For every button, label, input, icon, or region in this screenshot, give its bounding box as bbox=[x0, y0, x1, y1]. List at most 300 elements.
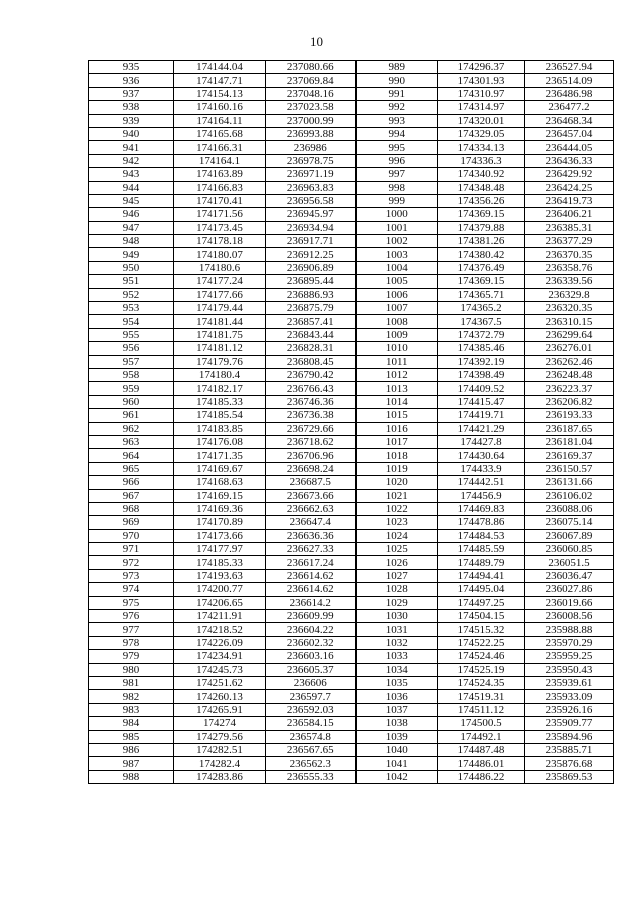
table-cell: 975 bbox=[89, 596, 174, 609]
table-cell: 962 bbox=[89, 422, 174, 435]
table-cell: 236906.89 bbox=[266, 261, 356, 274]
table-row bbox=[89, 636, 614, 649]
table-cell: 998 bbox=[356, 181, 438, 194]
table-cell: 174206.65 bbox=[174, 596, 266, 609]
table-cell: 952 bbox=[89, 288, 174, 301]
table-cell: 236592.03 bbox=[266, 703, 356, 716]
table-cell: 1017 bbox=[356, 435, 438, 448]
table-cell: 236562.3 bbox=[266, 757, 356, 770]
table-cell: 174314.97 bbox=[438, 101, 525, 114]
table-cell: 174181.75 bbox=[174, 328, 266, 341]
table-cell: 236636.36 bbox=[266, 529, 356, 542]
table-cell: 174251.62 bbox=[174, 676, 266, 689]
table-cell: 236627.33 bbox=[266, 543, 356, 556]
table-cell: 236075.14 bbox=[525, 516, 614, 529]
table-cell: 236036.47 bbox=[525, 569, 614, 582]
table-cell: 235876.68 bbox=[525, 757, 614, 770]
table-cell: 236895.44 bbox=[266, 275, 356, 288]
table-cell: 236912.25 bbox=[266, 248, 356, 261]
table-cell: 951 bbox=[89, 275, 174, 288]
table-cell: 1016 bbox=[356, 422, 438, 435]
table-row bbox=[89, 583, 614, 596]
table-cell: 957 bbox=[89, 355, 174, 368]
table-cell: 236419.73 bbox=[525, 194, 614, 207]
table-cell: 174511.12 bbox=[438, 703, 525, 716]
table-cell: 236555.33 bbox=[266, 770, 356, 783]
table-cell: 174367.5 bbox=[438, 315, 525, 328]
table-cell: 174154.13 bbox=[174, 87, 266, 100]
table-cell: 236060.85 bbox=[525, 543, 614, 556]
table-cell: 174369.15 bbox=[438, 275, 525, 288]
table-row bbox=[89, 543, 614, 556]
table-cell: 174427.8 bbox=[438, 435, 525, 448]
table-row bbox=[89, 168, 614, 181]
table-row bbox=[89, 717, 614, 730]
table-cell: 174504.15 bbox=[438, 610, 525, 623]
table-row bbox=[89, 435, 614, 448]
table-cell: 236698.24 bbox=[266, 462, 356, 475]
table-cell: 174524.46 bbox=[438, 650, 525, 663]
table-cell: 174245.73 bbox=[174, 663, 266, 676]
table-cell: 958 bbox=[89, 368, 174, 381]
table-cell: 236843.44 bbox=[266, 328, 356, 341]
table-cell: 174340.92 bbox=[438, 168, 525, 181]
table-row bbox=[89, 328, 614, 341]
table-cell: 960 bbox=[89, 395, 174, 408]
table-cell: 174485.59 bbox=[438, 543, 525, 556]
table-row bbox=[89, 395, 614, 408]
table-cell: 174200.77 bbox=[174, 583, 266, 596]
table-cell: 236614.62 bbox=[266, 569, 356, 582]
table-cell: 174421.29 bbox=[438, 422, 525, 435]
table-cell: 174169.36 bbox=[174, 502, 266, 515]
table-cell: 174487.48 bbox=[438, 743, 525, 756]
table-cell: 235894.96 bbox=[525, 730, 614, 743]
table-cell: 985 bbox=[89, 730, 174, 743]
table-cell: 963 bbox=[89, 435, 174, 448]
table-cell: 992 bbox=[356, 101, 438, 114]
table-cell: 1027 bbox=[356, 569, 438, 582]
table-cell: 970 bbox=[89, 529, 174, 542]
table-row bbox=[89, 275, 614, 288]
table-cell: 1033 bbox=[356, 650, 438, 663]
table-cell: 236187.65 bbox=[525, 422, 614, 435]
table-cell: 235988.88 bbox=[525, 623, 614, 636]
table-row bbox=[89, 610, 614, 623]
table-row bbox=[89, 221, 614, 234]
table-cell: 236444.05 bbox=[525, 141, 614, 154]
table-cell: 1020 bbox=[356, 476, 438, 489]
table-cell: 994 bbox=[356, 127, 438, 140]
table-cell: 236008.56 bbox=[525, 610, 614, 623]
table-cell: 174379.88 bbox=[438, 221, 525, 234]
table-cell: 174160.16 bbox=[174, 101, 266, 114]
table-cell: 236875.79 bbox=[266, 302, 356, 315]
table-row bbox=[89, 422, 614, 435]
table-cell: 980 bbox=[89, 663, 174, 676]
table-cell: 236223.37 bbox=[525, 382, 614, 395]
table-cell: 236617.24 bbox=[266, 556, 356, 569]
table-cell: 954 bbox=[89, 315, 174, 328]
table-cell: 236310.15 bbox=[525, 315, 614, 328]
table-cell: 937 bbox=[89, 87, 174, 100]
table-cell: 236429.92 bbox=[525, 168, 614, 181]
table-row bbox=[89, 516, 614, 529]
table-cell: 174265.91 bbox=[174, 703, 266, 716]
table-cell: 236945.97 bbox=[266, 208, 356, 221]
table-cell: 174173.66 bbox=[174, 529, 266, 542]
table-cell: 1005 bbox=[356, 275, 438, 288]
table-cell: 978 bbox=[89, 636, 174, 649]
table-cell: 174163.89 bbox=[174, 168, 266, 181]
table-cell: 1031 bbox=[356, 623, 438, 636]
table-cell: 236956.58 bbox=[266, 194, 356, 207]
table-cell: 236857.41 bbox=[266, 315, 356, 328]
table-cell: 993 bbox=[356, 114, 438, 127]
table-row bbox=[89, 663, 614, 676]
table-cell: 236370.35 bbox=[525, 248, 614, 261]
table-cell: 236276.01 bbox=[525, 342, 614, 355]
table-cell: 1029 bbox=[356, 596, 438, 609]
table-cell: 236436.33 bbox=[525, 154, 614, 167]
table-cell: 174500.5 bbox=[438, 717, 525, 730]
table-cell: 174486.22 bbox=[438, 770, 525, 783]
table-cell: 987 bbox=[89, 757, 174, 770]
table-cell: 174211.91 bbox=[174, 610, 266, 623]
table-cell: 174524.35 bbox=[438, 676, 525, 689]
table-cell: 944 bbox=[89, 181, 174, 194]
table-cell: 174495.04 bbox=[438, 583, 525, 596]
table-cell: 237023.58 bbox=[266, 101, 356, 114]
table-cell: 1024 bbox=[356, 529, 438, 542]
table-cell: 1010 bbox=[356, 342, 438, 355]
table-cell: 950 bbox=[89, 261, 174, 274]
table-cell: 996 bbox=[356, 154, 438, 167]
table-cell: 1036 bbox=[356, 690, 438, 703]
table-cell: 236662.63 bbox=[266, 502, 356, 515]
table-row bbox=[89, 382, 614, 395]
table-cell: 981 bbox=[89, 676, 174, 689]
table-cell: 235926.16 bbox=[525, 703, 614, 716]
table-row bbox=[89, 730, 614, 743]
table-cell: 1022 bbox=[356, 502, 438, 515]
table-cell: 174484.53 bbox=[438, 529, 525, 542]
table-cell: 174193.63 bbox=[174, 569, 266, 582]
table-row bbox=[89, 248, 614, 261]
table-row bbox=[89, 690, 614, 703]
table-cell: 235933.09 bbox=[525, 690, 614, 703]
table-cell: 174180.4 bbox=[174, 368, 266, 381]
table-cell: 174301.93 bbox=[438, 74, 525, 87]
table-cell: 1000 bbox=[356, 208, 438, 221]
table-row bbox=[89, 181, 614, 194]
table-row bbox=[89, 476, 614, 489]
table-row bbox=[89, 261, 614, 274]
table-cell: 235909.77 bbox=[525, 717, 614, 730]
table-cell: 961 bbox=[89, 409, 174, 422]
table-cell: 1039 bbox=[356, 730, 438, 743]
table-row bbox=[89, 489, 614, 502]
table-cell: 174489.79 bbox=[438, 556, 525, 569]
table-cell: 174334.13 bbox=[438, 141, 525, 154]
table-row bbox=[89, 355, 614, 368]
table-cell: 1012 bbox=[356, 368, 438, 381]
table-cell: 956 bbox=[89, 342, 174, 355]
table-cell: 174336.3 bbox=[438, 154, 525, 167]
table-cell: 1025 bbox=[356, 543, 438, 556]
table-cell: 1003 bbox=[356, 248, 438, 261]
table-cell: 236181.04 bbox=[525, 435, 614, 448]
table-cell: 174369.15 bbox=[438, 208, 525, 221]
table-cell: 174365.71 bbox=[438, 288, 525, 301]
table-cell: 1007 bbox=[356, 302, 438, 315]
table-cell: 1002 bbox=[356, 235, 438, 248]
table-cell: 174177.66 bbox=[174, 288, 266, 301]
table-cell: 236424.25 bbox=[525, 181, 614, 194]
table-cell: 236606 bbox=[266, 676, 356, 689]
table-cell: 947 bbox=[89, 221, 174, 234]
table-cell: 174171.56 bbox=[174, 208, 266, 221]
table-cell: 236934.94 bbox=[266, 221, 356, 234]
table-row bbox=[89, 61, 614, 74]
table-row bbox=[89, 127, 614, 140]
table-row bbox=[89, 141, 614, 154]
table-cell: 1004 bbox=[356, 261, 438, 274]
coordinates-table bbox=[88, 60, 614, 784]
table-cell: 1008 bbox=[356, 315, 438, 328]
table-cell: 1015 bbox=[356, 409, 438, 422]
table-cell: 1018 bbox=[356, 449, 438, 462]
table-cell: 236790.42 bbox=[266, 368, 356, 381]
table-cell: 986 bbox=[89, 743, 174, 756]
page-number: 10 bbox=[310, 34, 323, 49]
table-cell: 236614.62 bbox=[266, 583, 356, 596]
table-cell: 969 bbox=[89, 516, 174, 529]
table-cell: 236647.4 bbox=[266, 516, 356, 529]
table-row bbox=[89, 770, 614, 783]
table-row bbox=[89, 676, 614, 689]
table-cell: 174356.26 bbox=[438, 194, 525, 207]
table-row bbox=[89, 462, 614, 475]
table-cell: 174415.47 bbox=[438, 395, 525, 408]
table-cell: 174226.09 bbox=[174, 636, 266, 649]
table-cell: 236673.66 bbox=[266, 489, 356, 502]
table-cell: 236027.86 bbox=[525, 583, 614, 596]
table-cell: 174169.67 bbox=[174, 462, 266, 475]
table-cell: 939 bbox=[89, 114, 174, 127]
table-row bbox=[89, 757, 614, 770]
table-row bbox=[89, 650, 614, 663]
table-cell: 174176.08 bbox=[174, 435, 266, 448]
table-cell: 174380.42 bbox=[438, 248, 525, 261]
table-cell: 1040 bbox=[356, 743, 438, 756]
table-cell: 236584.15 bbox=[266, 717, 356, 730]
table-cell: 236603.16 bbox=[266, 650, 356, 663]
table-cell: 174419.71 bbox=[438, 409, 525, 422]
table-row bbox=[89, 449, 614, 462]
table-cell: 236206.82 bbox=[525, 395, 614, 408]
table-row bbox=[89, 703, 614, 716]
table-cell: 174180.07 bbox=[174, 248, 266, 261]
table-cell: 174234.91 bbox=[174, 650, 266, 663]
table-cell: 1006 bbox=[356, 288, 438, 301]
table-cell: 940 bbox=[89, 127, 174, 140]
table-cell: 236377.29 bbox=[525, 235, 614, 248]
table-cell: 236609.99 bbox=[266, 610, 356, 623]
table-cell: 990 bbox=[356, 74, 438, 87]
table-row bbox=[89, 154, 614, 167]
table-cell: 174218.52 bbox=[174, 623, 266, 636]
table-cell: 174164.1 bbox=[174, 154, 266, 167]
table-cell: 1009 bbox=[356, 328, 438, 341]
table-cell: 236766.43 bbox=[266, 382, 356, 395]
table-cell: 236457.04 bbox=[525, 127, 614, 140]
table-cell: 236605.37 bbox=[266, 663, 356, 676]
table-cell: 999 bbox=[356, 194, 438, 207]
table-cell: 174433.9 bbox=[438, 462, 525, 475]
table-cell: 174164.11 bbox=[174, 114, 266, 127]
table-row bbox=[89, 194, 614, 207]
table-cell: 236986 bbox=[266, 141, 356, 154]
table-cell: 236514.09 bbox=[525, 74, 614, 87]
table-cell: 938 bbox=[89, 101, 174, 114]
table-cell: 174170.89 bbox=[174, 516, 266, 529]
table-cell: 174478.86 bbox=[438, 516, 525, 529]
table-cell: 174185.33 bbox=[174, 395, 266, 408]
table-cell: 174179.44 bbox=[174, 302, 266, 315]
table-cell: 953 bbox=[89, 302, 174, 315]
table-cell: 174180.6 bbox=[174, 261, 266, 274]
table-cell: 235959.25 bbox=[525, 650, 614, 663]
table-row bbox=[89, 235, 614, 248]
table-row bbox=[89, 409, 614, 422]
table-cell: 967 bbox=[89, 489, 174, 502]
table-cell: 1014 bbox=[356, 395, 438, 408]
table-cell: 236567.65 bbox=[266, 743, 356, 756]
table-cell: 174515.32 bbox=[438, 623, 525, 636]
table-cell: 1028 bbox=[356, 583, 438, 596]
table-cell: 1038 bbox=[356, 717, 438, 730]
table-cell: 236358.76 bbox=[525, 261, 614, 274]
table-cell: 968 bbox=[89, 502, 174, 515]
table-cell: 235970.29 bbox=[525, 636, 614, 649]
table-cell: 1026 bbox=[356, 556, 438, 569]
table-cell: 236106.02 bbox=[525, 489, 614, 502]
table-cell: 237048.16 bbox=[266, 87, 356, 100]
table-cell: 174181.12 bbox=[174, 342, 266, 355]
table-cell: 949 bbox=[89, 248, 174, 261]
table-cell: 236597.7 bbox=[266, 690, 356, 703]
table-cell: 174185.33 bbox=[174, 556, 266, 569]
table-cell: 964 bbox=[89, 449, 174, 462]
table-cell: 236527.94 bbox=[525, 61, 614, 74]
table-cell: 236963.83 bbox=[266, 181, 356, 194]
table-cell: 174296.37 bbox=[438, 61, 525, 74]
table-cell: 236019.66 bbox=[525, 596, 614, 609]
table-cell: 984 bbox=[89, 717, 174, 730]
table-cell: 174171.35 bbox=[174, 449, 266, 462]
table-row bbox=[89, 114, 614, 127]
table-cell: 235869.53 bbox=[525, 770, 614, 783]
table-cell: 988 bbox=[89, 770, 174, 783]
table-cell: 936 bbox=[89, 74, 174, 87]
table-row bbox=[89, 87, 614, 100]
table-cell: 955 bbox=[89, 328, 174, 341]
table-cell: 236729.66 bbox=[266, 422, 356, 435]
table-cell: 235885.71 bbox=[525, 743, 614, 756]
table-cell: 174486.01 bbox=[438, 757, 525, 770]
table-cell: 174166.83 bbox=[174, 181, 266, 194]
table-cell: 174282.51 bbox=[174, 743, 266, 756]
table-cell: 236299.64 bbox=[525, 328, 614, 341]
table-cell: 1013 bbox=[356, 382, 438, 395]
table-cell: 979 bbox=[89, 650, 174, 663]
table-cell: 1001 bbox=[356, 221, 438, 234]
table-cell: 174279.56 bbox=[174, 730, 266, 743]
table-cell: 174348.48 bbox=[438, 181, 525, 194]
table-cell: 959 bbox=[89, 382, 174, 395]
table-cell: 236917.71 bbox=[266, 235, 356, 248]
table-cell: 174169.15 bbox=[174, 489, 266, 502]
table-cell: 1023 bbox=[356, 516, 438, 529]
table-cell: 1021 bbox=[356, 489, 438, 502]
table-cell: 236736.38 bbox=[266, 409, 356, 422]
table-cell: 236406.21 bbox=[525, 208, 614, 221]
table-cell: 236706.96 bbox=[266, 449, 356, 462]
table-row bbox=[89, 208, 614, 221]
table-cell: 237080.66 bbox=[266, 61, 356, 74]
table-cell: 174170.41 bbox=[174, 194, 266, 207]
table-cell: 236687.5 bbox=[266, 476, 356, 489]
table-cell: 174185.54 bbox=[174, 409, 266, 422]
table-cell: 972 bbox=[89, 556, 174, 569]
table-cell: 1011 bbox=[356, 355, 438, 368]
table-cell: 174522.25 bbox=[438, 636, 525, 649]
table-cell: 174177.24 bbox=[174, 275, 266, 288]
table-cell: 174179.76 bbox=[174, 355, 266, 368]
table-row bbox=[89, 74, 614, 87]
table-cell: 236602.32 bbox=[266, 636, 356, 649]
table-cell: 174469.83 bbox=[438, 502, 525, 515]
table-cell: 174409.52 bbox=[438, 382, 525, 395]
table-cell: 942 bbox=[89, 154, 174, 167]
table-cell: 174177.97 bbox=[174, 543, 266, 556]
table-cell: 174147.71 bbox=[174, 74, 266, 87]
table-cell: 236150.57 bbox=[525, 462, 614, 475]
table-cell: 174144.04 bbox=[174, 61, 266, 74]
table-cell: 974 bbox=[89, 583, 174, 596]
table-cell: 174385.46 bbox=[438, 342, 525, 355]
table-cell: 236385.31 bbox=[525, 221, 614, 234]
table-cell: 174525.19 bbox=[438, 663, 525, 676]
table-row bbox=[89, 315, 614, 328]
table-cell: 174310.97 bbox=[438, 87, 525, 100]
table-cell: 174178.18 bbox=[174, 235, 266, 248]
table-cell: 236971.19 bbox=[266, 168, 356, 181]
table-cell: 236131.66 bbox=[525, 476, 614, 489]
table-cell: 989 bbox=[356, 61, 438, 74]
table-cell: 174456.9 bbox=[438, 489, 525, 502]
table-cell: 174442.51 bbox=[438, 476, 525, 489]
table-cell: 174166.31 bbox=[174, 141, 266, 154]
table-cell: 945 bbox=[89, 194, 174, 207]
table-cell: 236193.33 bbox=[525, 409, 614, 422]
table-row bbox=[89, 342, 614, 355]
table-row bbox=[89, 556, 614, 569]
table-cell: 1037 bbox=[356, 703, 438, 716]
table-cell: 174497.25 bbox=[438, 596, 525, 609]
table-cell: 236169.37 bbox=[525, 449, 614, 462]
